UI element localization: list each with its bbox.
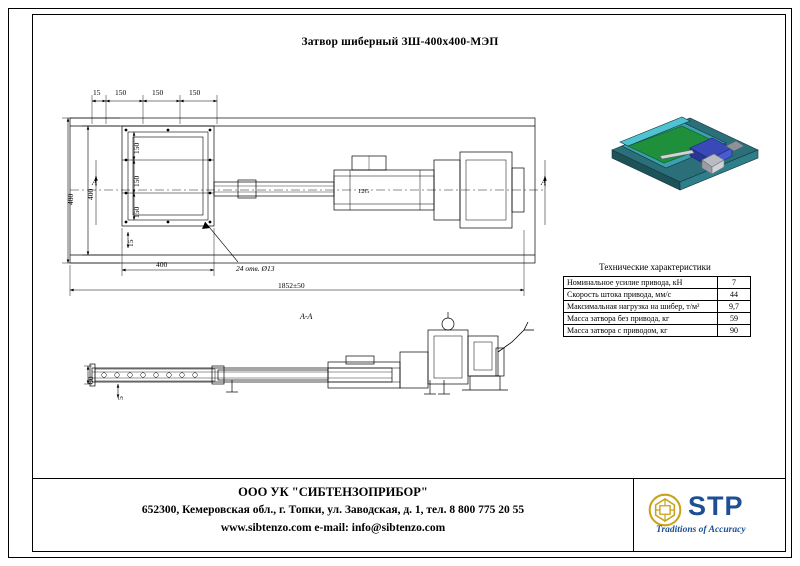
spec-label: Номинальное усилие привода, кН xyxy=(564,277,718,289)
table-row xyxy=(564,325,751,337)
table-row xyxy=(564,277,751,289)
dim-top-15: 15 xyxy=(93,88,101,97)
dim-top-150-a: 150 xyxy=(115,88,127,97)
spec-value: 9,7 xyxy=(718,301,751,313)
company-web: www.sibtenzo.com e-mail: info@sibtenzo.com xyxy=(220,522,446,534)
dim-top-150-b: 150 xyxy=(152,88,164,97)
spec-label: Максимальная нагрузка на шибер, т/м² xyxy=(564,301,718,313)
table-row xyxy=(564,313,751,325)
table-row xyxy=(564,301,751,313)
rod-mark: 12G xyxy=(358,188,370,195)
table-row xyxy=(564,289,751,301)
dim-inner-150-b: 150 xyxy=(132,175,141,187)
section-mark-a-left: А xyxy=(92,178,97,187)
spec-value: 59 xyxy=(718,313,751,325)
page-title: Затвор шиберный ЗШ-400х400-МЭП xyxy=(301,36,499,48)
dim-inner-150-c: 150 xyxy=(132,206,141,218)
title-block xyxy=(33,478,785,551)
company-address: 652300, Кемеровская обл., г. Топки, ул. Заводская, д. 1, тел. 8 800 775 20 55 xyxy=(141,504,525,516)
specs-title: Технические характеристики xyxy=(599,262,711,272)
dim-left-400: 400 xyxy=(86,188,95,200)
dim-gate-400: 400 xyxy=(156,260,168,269)
dim-side-80: 80 xyxy=(86,376,95,384)
spec-label: Масса затвора с приводом, кг xyxy=(564,325,718,337)
stp-knot-icon xyxy=(648,493,682,527)
dim-inner-150-a: 150 xyxy=(132,142,141,154)
dim-overall-length: 1852±50 xyxy=(278,281,305,290)
hole-note: 24 отв. Ø13 xyxy=(236,264,275,273)
dim-gate-15: 15 xyxy=(126,239,135,247)
dim-top-150-c: 150 xyxy=(189,88,201,97)
spec-value: 7 xyxy=(718,277,751,289)
dim-left-480: 480 xyxy=(66,193,75,205)
logo-cell xyxy=(633,479,785,551)
spec-label: Скорость штока привода, мм/с xyxy=(564,289,718,301)
section-title: А-А xyxy=(300,312,313,321)
company-name: ООО УК "СИБТЕНЗОПРИБОР" xyxy=(238,485,428,499)
dim-side-5: 5 xyxy=(116,396,125,400)
logo-tagline: Traditions of Accuracy xyxy=(656,525,746,535)
spec-value: 44 xyxy=(718,289,751,301)
spec-value: 90 xyxy=(718,325,751,337)
section-mark-a-right: А xyxy=(541,178,546,187)
logo-text: STP xyxy=(688,491,744,521)
spec-label: Масса затвора без привода, кг xyxy=(564,313,718,325)
specs-table xyxy=(563,276,751,337)
